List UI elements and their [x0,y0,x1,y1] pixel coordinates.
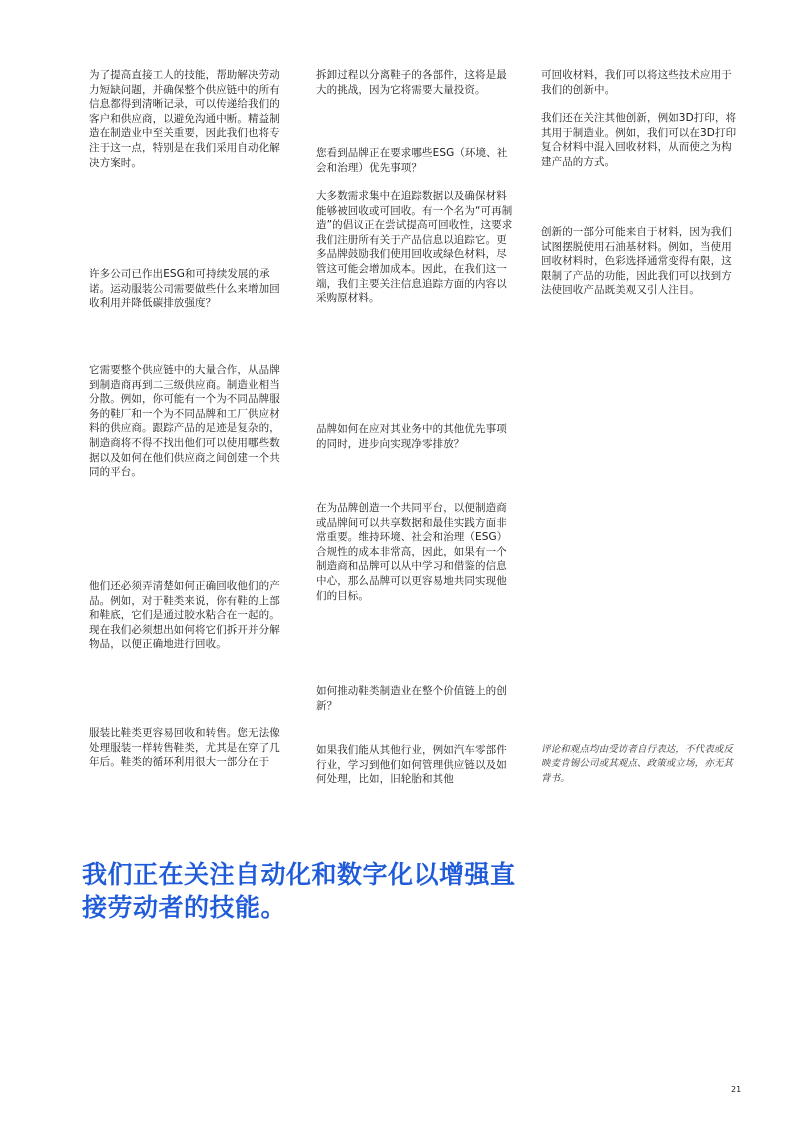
col1-paragraph-2: 许多公司已作出ESG和可持续发展的承诺。运动服装公司需要做些什么来增加回收利用并降低碳排放强度？ [89,268,280,310]
col1-paragraph-4: 他们还必须弄清楚如何正确回收他们的产品。例如，对于鞋类来说，你有鞋的上部和鞋底，它们是通过胶水粘合在一起的。现在我们必须想出如何将它们拆开并分解物品，以便正确地进行回收。 [89,580,280,651]
col3-paragraph-1: 可回收材料，我们可以将这些技术应用于我们的创新中。 [541,69,732,96]
col2-question-2: 品牌如何在应对其业务中的其他优先事项的同时，进步向实现净零排放？ [316,423,507,450]
col3-paragraph-3: 创新的一部分可能来自于材料，因为我们试图摆脱使用石油基材料。例如，当使用回收材料时，色彩选择通常变得有限，这限制了产品的功能，因此我们可以找到方法使回收产品既美观又引人注目。 [541,226,732,297]
pull-quote-headline: 我们正在关注自动化和数字化以增强直接劳动者的技能。 [82,860,516,922]
col1-paragraph-1: 为了提高直接工人的技能，帮助解决劳动力短缺问题，并确保整个供应链中的所有信息都得到清晰记录，可以传递给我们的客户和供应商，以避免沟通中断。精益制造在制造业中至关重要，因此我们也将专注于这一点，特别是在我们采用自动化解决方案时。 [89,69,280,169]
page-number: 21 [731,1085,742,1094]
col2-question-3: 如何推动鞋类制造业在整个价值链上的创新？ [316,685,507,712]
col2-paragraph-1: 拆卸过程以分离鞋子的各部件，这将是最大的挑战，因为它将需要大量投资。 [316,69,507,96]
col2-question-1: 您看到品牌正在要求哪些ESG（环境、社会和治理）优先事项？ [316,147,508,174]
col2-paragraph-2: 大多数需求集中在追踪数据以及确保材料能够被回收或可回收。有一个名为“可再制造”的倡议正在尝试提高可回收性，这要求我们注册所有关于产品信息以追踪它。更多品牌鼓励我们使用回收或绿色材料，尽管这可能会增加成本。因此，在我们这一端，我们主要关注信息追踪方面的内容以采购原材料。 [316,190,513,305]
col1-paragraph-5: 服装比鞋类更容易回收和转售。您无法像处理服装一样转售鞋类，尤其是在穿了几年后。鞋类的循环利用很大一部分在于 [89,727,280,769]
col2-paragraph-4: 如果我们能从其他行业，例如汽车零部件行业，学习到他们如何管理供应链以及如何处理，比如，旧轮胎和其他 [316,744,507,786]
disclaimer-note: 评论和观点均由受访者自行表达，不代表或反映麦肯锡公司或其观点、政策或立场，亦无其背书。 [541,744,734,784]
col1-paragraph-3: 它需要整个供应链中的大量合作，从品牌到制造商再到二三级供应商。制造业相当分散。例如，你可能有一个为不同品牌服务的鞋厂和一个为不同品牌和工厂供应材料的供应商。跟踪产品的足迹是复杂的，制造商将不得不找出他们可以使用哪些数据以及如何在他们供应商之间创建一个共同的平台。 [89,364,280,479]
col3-paragraph-2: 我们还在关注其他创新，例如3D打印，将其用于制造业。例如，我们可以在3D打印复合材料中混入回收材料，从而使之为构建产品的方式。 [541,112,737,168]
col2-paragraph-3: 在为品牌创造一个共同平台，以便制造商或品牌间可以共享数据和最佳实践方面非常重要。维持环境、社会和治理（ESG）合规性的成本非常高，因此，如果有一个制造商和品牌可以从中学习和借鉴的信息中心，那么品牌可以更容易地共同实现他们的目标。 [316,502,508,602]
